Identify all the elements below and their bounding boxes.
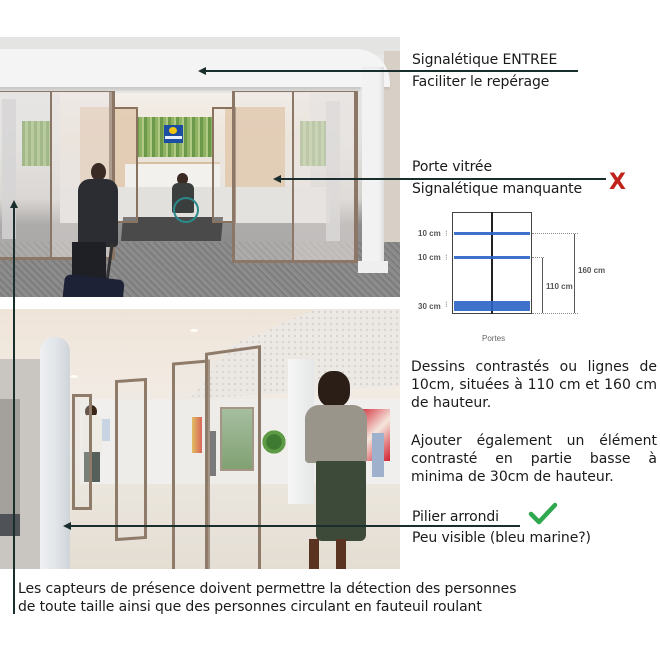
potted-plant (262, 427, 286, 457)
logo-text-bar (165, 136, 182, 139)
woman-foreground-head (318, 371, 350, 407)
diagram-tick: ⁝ (445, 229, 448, 238)
floor-mat (0, 514, 20, 536)
cross-icon: X (609, 170, 626, 195)
left-wall-recess (0, 399, 20, 529)
sensors-note-line1: Les capteurs de présence doivent permettre la détection des personnes (18, 581, 517, 597)
diagram-caption: Portes (482, 334, 506, 343)
man-in-suit (78, 179, 118, 247)
entrance-sign-leader-line (205, 70, 578, 72)
marking-band-bottom (454, 301, 530, 311)
wheelchair-icon (173, 197, 199, 223)
glass-door-title: Porte vitrée (412, 159, 492, 175)
diagram-tick: ⁝ (445, 300, 448, 309)
sensors-note-line2: de toute taille ainsi que des personnes circulant en fauteuil roulant (18, 599, 482, 615)
door-marking-diagram (412, 204, 612, 352)
canopy-pillar (362, 67, 384, 267)
arrow-left-icon (273, 175, 281, 183)
dimension-110 (542, 258, 543, 313)
glass-partition-mid (115, 378, 147, 541)
diagram-tick: ⁝ (445, 253, 448, 262)
guide-base (532, 313, 578, 314)
glass-partition-far (72, 394, 92, 510)
check-icon (528, 502, 558, 526)
entrance-sign-title: Signalétique ENTREE (412, 52, 558, 68)
woman-foreground (305, 405, 367, 463)
woman-foreground-skirt (316, 461, 366, 541)
markings-instruction: Dessins contrastés ou lignes de 10cm, situées à 110 cm et 160 cm de hauteur. (411, 359, 657, 411)
ceiling-light (70, 375, 78, 378)
pillar-title: Pilier arrondi (412, 509, 499, 525)
arrow-left-icon (63, 522, 71, 530)
pillar-subtitle: Peu visible (bleu marine?) (412, 530, 591, 546)
diagram-label-10cm-mid: 10 cm (418, 253, 441, 262)
diagram-label-160cm: 160 cm (578, 266, 606, 275)
entrance-sign-subtitle: Faciliter le repérage (412, 74, 550, 90)
diagram-label-110cm: 110 cm (546, 282, 573, 291)
person-background-right (372, 433, 384, 477)
woman-foreground-legs (305, 539, 355, 569)
ceiling-light (190, 329, 198, 332)
entrance-canopy (0, 49, 390, 87)
entrance-photo (0, 37, 400, 297)
logo-mark-icon (169, 127, 177, 134)
arrow-left-icon (198, 67, 206, 75)
guide-160 (532, 233, 578, 234)
lobby-photo (0, 309, 400, 569)
sliding-door-right (205, 345, 261, 569)
marking-band-160 (454, 232, 530, 235)
pillar-base (358, 261, 388, 273)
lower-element-instruction: Ajouter également un élément contrasté en partie basse à minima de 30cm de hauteur. (411, 433, 657, 485)
arrow-up-icon (10, 200, 18, 208)
sensors-leader-line (13, 206, 15, 614)
diagram-label-10cm-top: 10 cm (418, 229, 441, 238)
glass-door-right-panel (292, 89, 357, 263)
glass-door-subtitle: Signalétique manquante (412, 181, 583, 197)
dimension-160 (574, 234, 575, 313)
diagram-label-30cm: 30 cm (418, 302, 441, 311)
rounded-pillar (40, 337, 70, 569)
marking-band-110 (454, 256, 530, 259)
diagram-door-divider (491, 212, 493, 314)
